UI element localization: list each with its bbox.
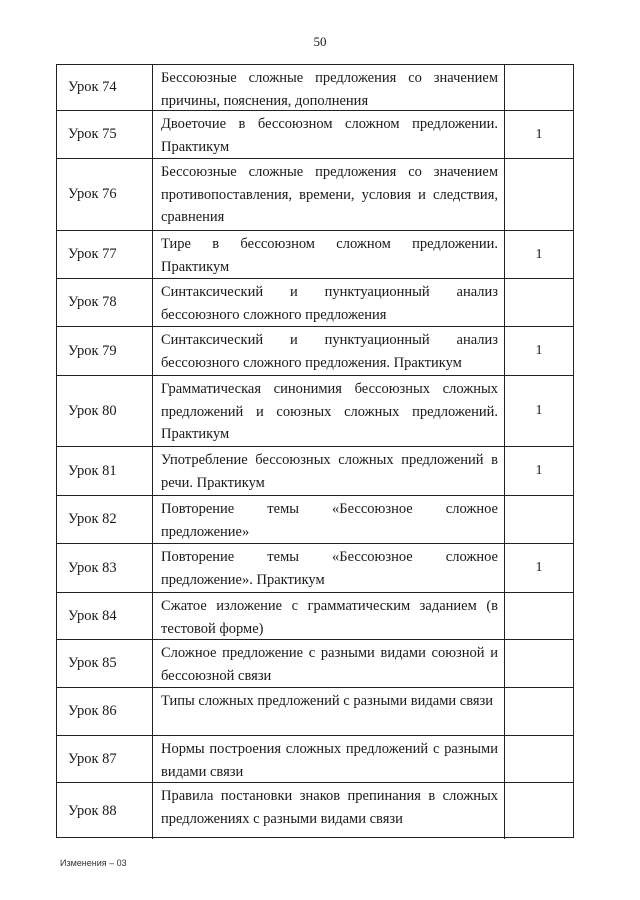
table-row bbox=[57, 593, 573, 640]
lesson-number-cell: Урок 84 bbox=[57, 593, 153, 639]
lesson-topic-cell: Грамматическая синонимия бессоюзных сложных предложений и союзных сложных предложений. Практикум bbox=[153, 376, 505, 446]
lesson-hours-cell: 1 bbox=[535, 463, 543, 478]
lesson-hours-cell bbox=[505, 688, 573, 735]
lesson-number-cell: Урок 83 bbox=[57, 544, 153, 592]
lesson-topic-cell: Нормы построения сложных предложений с разными видами связи bbox=[153, 736, 505, 782]
lesson-hours-cell bbox=[505, 783, 573, 839]
table-row bbox=[57, 783, 573, 839]
lesson-topic-cell: Синтаксический и пунктуационный анализ бессоюзного сложного предложения bbox=[153, 279, 505, 326]
lesson-number-cell: Урок 88 bbox=[57, 783, 153, 839]
lesson-number-cell: Урок 79 bbox=[57, 327, 153, 375]
table-row bbox=[57, 736, 573, 783]
lesson-hours-cell bbox=[505, 65, 573, 110]
lesson-number-cell: Урок 78 bbox=[57, 279, 153, 326]
lesson-topic-cell: Бессоюзные сложные предложения со значением противопоставления, времени, условия и следствия, сравнения bbox=[153, 159, 505, 230]
table-row bbox=[57, 496, 573, 544]
lesson-number-cell: Урок 77 bbox=[57, 231, 153, 278]
table-row bbox=[57, 279, 573, 327]
lesson-number-cell: Урок 82 bbox=[57, 496, 153, 543]
lesson-number-cell: Урок 81 bbox=[57, 447, 153, 495]
lesson-hours-cell bbox=[505, 279, 573, 326]
lesson-topic-cell: Употребление бессоюзных сложных предложений в речи. Практикум bbox=[153, 447, 505, 495]
lesson-number-cell: Урок 80 bbox=[57, 376, 153, 446]
table-row bbox=[57, 159, 573, 231]
table-row bbox=[57, 640, 573, 688]
lesson-topic-cell: Тире в бессоюзном сложном предложении. Практикум bbox=[153, 231, 505, 278]
lesson-topic-cell: Бессоюзные сложные предложения со значением причины, пояснения, дополнения bbox=[153, 65, 505, 110]
lesson-hours-cell bbox=[505, 593, 573, 639]
table-row bbox=[57, 111, 573, 159]
lesson-topic-cell: Сжатое изложение с грамматическим заданием (в тестовой форме) bbox=[153, 593, 505, 639]
lesson-number-cell: Урок 75 bbox=[57, 111, 153, 158]
lesson-hours-cell bbox=[505, 159, 573, 230]
table-row bbox=[57, 231, 573, 279]
lesson-topic-cell: Правила постановки знаков препинания в сложных предложениях с разными видами связи bbox=[153, 783, 505, 839]
lesson-hours-cell bbox=[505, 496, 573, 543]
lesson-hours-cell bbox=[505, 640, 573, 687]
lesson-topic-cell: Сложное предложение с разными видами союзной и бессоюзной связи bbox=[153, 640, 505, 687]
lesson-hours-cell: 1 bbox=[535, 403, 543, 418]
footer-note: Изменения – 03 bbox=[60, 858, 127, 868]
lesson-table bbox=[56, 64, 574, 838]
table-row bbox=[57, 65, 573, 111]
lesson-number-cell: Урок 85 bbox=[57, 640, 153, 687]
lesson-number-cell: Урок 76 bbox=[57, 159, 153, 230]
lesson-number-cell: Урок 86 bbox=[57, 688, 153, 735]
lesson-hours-cell: 1 bbox=[535, 560, 543, 575]
lesson-topic-cell: Синтаксический и пунктуационный анализ бессоюзного сложного предложения. Практикум bbox=[153, 327, 505, 375]
lesson-topic-cell: Повторение темы «Бессоюзное сложное предложение». Практикум bbox=[153, 544, 505, 592]
table-row bbox=[57, 688, 573, 736]
lesson-hours-cell: 1 bbox=[535, 343, 543, 358]
lesson-topic-cell: Повторение темы «Бессоюзное сложное предложение» bbox=[153, 496, 505, 543]
table-row bbox=[57, 544, 573, 593]
lesson-number-cell: Урок 74 bbox=[57, 65, 153, 110]
lesson-topic-cell: Типы сложных предложений с разными видами связи bbox=[153, 688, 505, 735]
table-row bbox=[57, 376, 573, 447]
lesson-hours-cell: 1 bbox=[535, 246, 543, 262]
lesson-number-cell: Урок 87 bbox=[57, 736, 153, 782]
lesson-topic-cell: Двоеточие в бессоюзном сложном предложении. Практикум bbox=[153, 111, 505, 158]
table-row bbox=[57, 447, 573, 496]
table-row bbox=[57, 327, 573, 376]
page-number: 50 bbox=[313, 34, 327, 49]
lesson-hours-cell: 1 bbox=[535, 126, 543, 142]
lesson-hours-cell bbox=[505, 736, 573, 782]
